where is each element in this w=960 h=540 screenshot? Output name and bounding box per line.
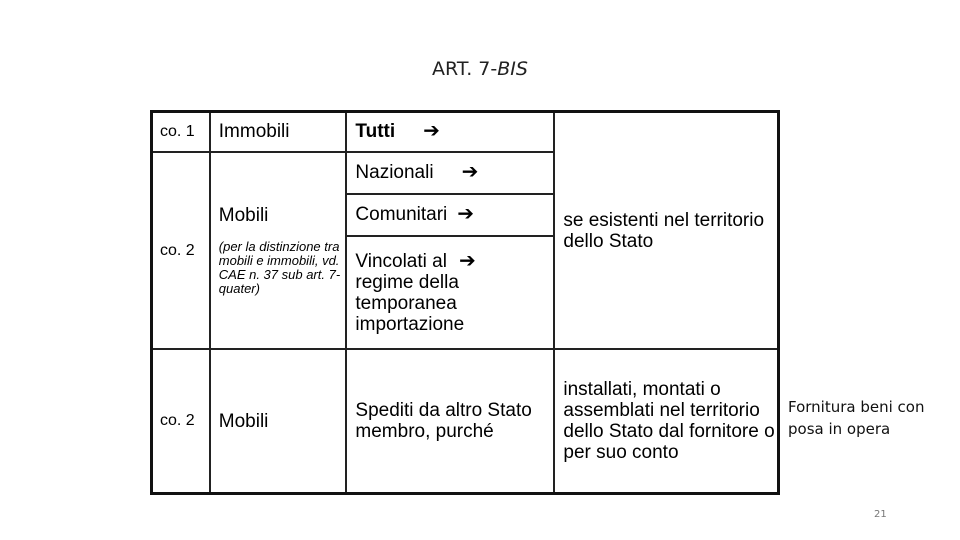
art7bis-table [150, 110, 780, 495]
scope-comunitari-label: Comunitari [355, 204, 448, 226]
row2-type-note: (per la distinzione tra mobili e immobili, vd. CAE n. 37 sub art. 7-quater) [218, 239, 341, 297]
scope-vincolati-rest: regime della temporanea importazione [355, 271, 465, 335]
row3-co-cell: co. 2 [152, 349, 210, 493]
row1-scope-label: Tutti [355, 121, 396, 143]
merged-condition-cell: se esistenti nel territorio dello Stato [554, 112, 778, 350]
row1-type-cell: Immobili [210, 112, 347, 152]
slide-title [0, 58, 960, 80]
side-note: Fornitura beni con posa in opera [788, 398, 925, 438]
row3-condition-cell: installati, montati o assemblati nel territorio dello Stato dal fornitore o per suo conto [554, 349, 778, 493]
table-row [152, 349, 779, 493]
title-main: ART. 7- [432, 58, 498, 80]
row3-scope-cell: Spediti da altro Stato membro, purché [346, 349, 554, 493]
title-italic: BIS [497, 58, 528, 80]
scope-vincolati [347, 235, 553, 341]
page-number: 21 [874, 509, 887, 520]
row2-co-cell: co. 2 [152, 152, 210, 350]
row1-co-cell: co. 1 [152, 112, 210, 152]
row1-scope-cell [346, 112, 554, 152]
scope-vincolati-label: Vincolati al [355, 250, 447, 272]
table-row [152, 112, 779, 152]
row2-scope-cell [346, 152, 554, 350]
arrow-right-icon: ➔ [458, 249, 476, 272]
row3-type-cell: Mobili [210, 349, 347, 493]
arrow-right-icon: ➔ [461, 161, 479, 184]
scope-comunitari [347, 193, 553, 235]
scope-nazionali [347, 153, 553, 193]
scope-nazionali-label: Nazionali [355, 162, 434, 184]
arrow-right-icon: ➔ [457, 203, 475, 226]
row2-type-cell [210, 152, 347, 350]
arrow-right-icon: ➔ [423, 120, 440, 143]
row2-type-label: Mobili [218, 205, 269, 227]
